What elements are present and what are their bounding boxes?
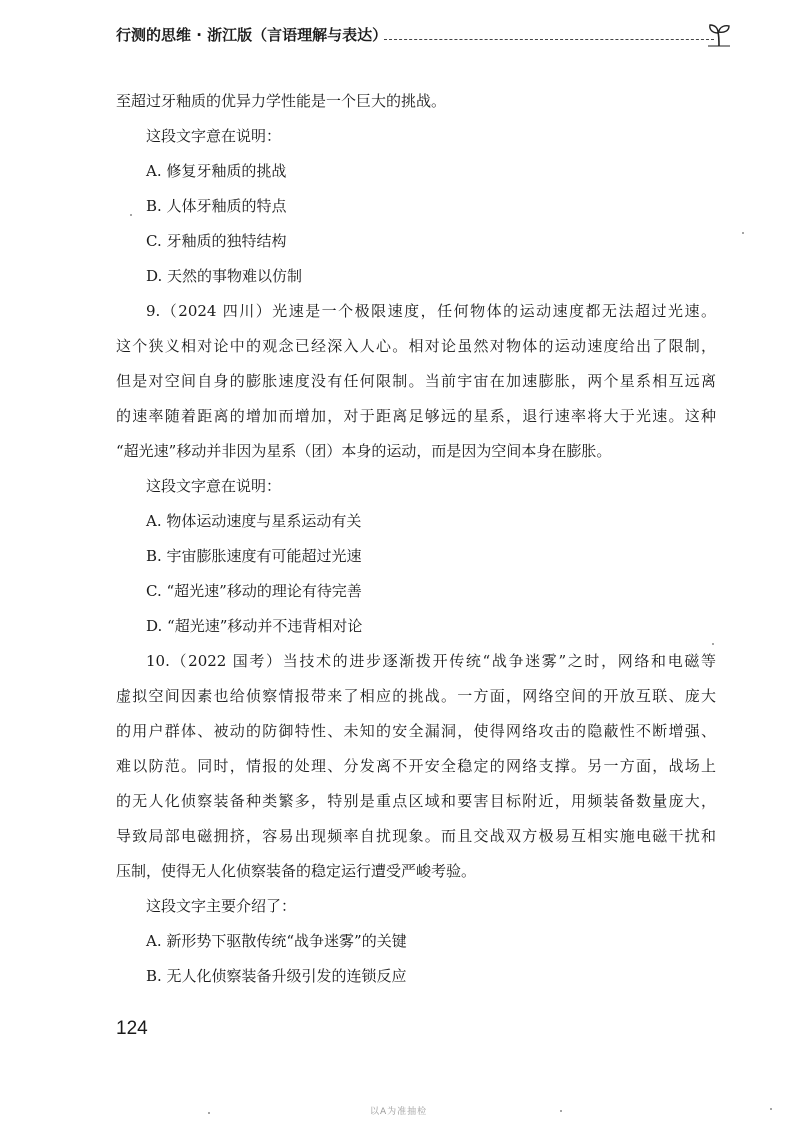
question-stem: 这段文字主要介绍了：: [146, 897, 297, 915]
text-line: 的用户群体、被动的防御特性、未知的安全漏洞，使得网络攻击的隐蔽性不断增强、: [116, 722, 716, 740]
sprout-icon: [706, 22, 732, 48]
running-header: [116, 22, 716, 48]
question-10-first-line: 10.（2022 国考）当技术的进步逐渐拨开传统“战争迷雾”之时，网络和电磁等: [146, 652, 716, 670]
option-d: D. “超光速”移动并不违背相对论: [146, 617, 363, 635]
text-line: 难以防范。同时，情报的处理、分发离不开安全稳定的网络支撑。另一方面，战场上: [116, 757, 716, 775]
scan-speck: [712, 643, 714, 645]
question-stem: 这段文字意在说明：: [146, 477, 282, 495]
text-line: 的无人化侦察装备种类繁多，特别是重点区域和要害目标附近，用频装备数量庞大，: [116, 792, 716, 810]
text-line: 至超过牙釉质的优异力学性能是一个巨大的挑战。: [116, 92, 447, 110]
scan-speck: [208, 1112, 210, 1114]
text-line: 导致局部电磁拥挤，容易出现频率自扰现象。而且交战双方极易互相实施电磁干扰和: [116, 827, 716, 845]
question-9-first-line: 9.（2024 四川）光速是一个极限速度，任何物体的运动速度都无法超过光速。: [146, 302, 716, 320]
text-line: 但是对空间自身的膨胀速度没有任何限制。当前宇宙在加速膨胀，两个星系相互远离: [116, 372, 716, 390]
header-rule: [384, 39, 714, 40]
option-c: C. “超光速”移动的理论有待完善: [146, 582, 362, 600]
page-body: [116, 84, 716, 994]
page-number: 124: [116, 1018, 148, 1039]
option-d: D. 天然的事物难以仿制: [146, 267, 303, 285]
scan-speck: [560, 1110, 562, 1112]
scan-speck: [770, 1108, 772, 1110]
footer-watermark: 以A为准抽检: [370, 1107, 428, 1117]
header-title: 行测的思维 · 浙江版（言语理解与表达）: [116, 26, 388, 44]
text-line: 压制，使得无人化侦察装备的稳定运行遭受严峻考验。: [116, 862, 477, 880]
option-b: B. 无人化侦察装备升级引发的连锁反应: [146, 967, 407, 985]
option-a: A. 新形势下驱散传统“战争迷雾”的关键: [146, 932, 407, 950]
option-b: B. 宇宙膨胀速度有可能超过光速: [146, 547, 362, 565]
text-line: 的速率随着距离的增加而增加，对于距离足够远的星系，退行速率将大于光速。这种: [116, 407, 716, 425]
scan-speck: [742, 232, 744, 234]
option-a: A. 物体运动速度与星系运动有关: [146, 512, 362, 530]
question-stem: 这段文字意在说明：: [146, 127, 282, 145]
text-line: 虚拟空间因素也给侦察情报带来了相应的挑战。一方面，网络空间的开放互联、庞大: [116, 687, 716, 705]
option-b: B. 人体牙釉质的特点: [146, 197, 287, 215]
option-a: A. 修复牙釉质的挑战: [146, 162, 287, 180]
text-line: “超光速”移动并非因为星系（团）本身的运动，而是因为空间本身在膨胀。: [116, 442, 612, 460]
option-c: C. 牙釉质的独特结构: [146, 232, 287, 250]
scan-speck: [130, 214, 132, 216]
text-line: 这个狭义相对论中的观念已经深入人心。相对论虽然对物体的运动速度给出了限制，: [116, 337, 716, 355]
